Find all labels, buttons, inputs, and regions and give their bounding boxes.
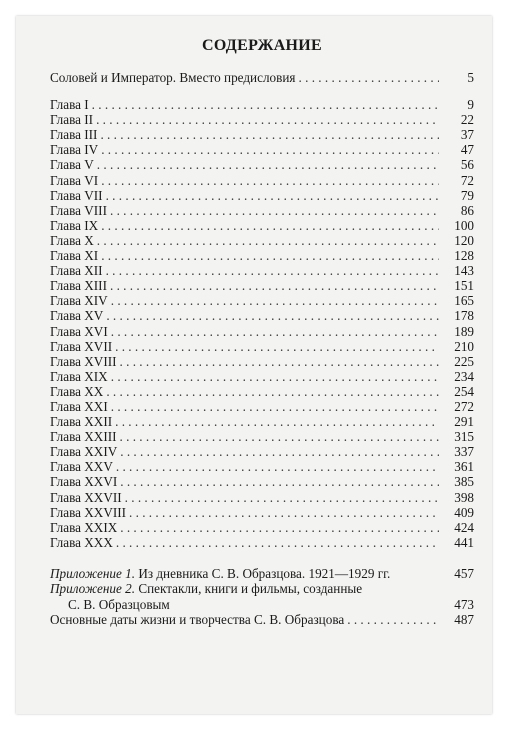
toc-entry-dates <box>50 612 474 627</box>
toc-entry-page: 22 <box>460 112 474 128</box>
toc-entry-label: Глава IX <box>50 217 99 233</box>
toc-entry-label: Глава V <box>50 157 94 173</box>
toc-entry-chapter <box>50 444 474 459</box>
leader-dots <box>106 384 439 399</box>
table-of-contents <box>50 36 474 628</box>
chapter-list <box>50 97 474 550</box>
leader-dots <box>120 444 439 459</box>
toc-entry-label: Глава X <box>50 232 94 248</box>
toc-entry-chapter <box>50 188 474 203</box>
leader-dots <box>101 173 439 188</box>
toc-entry-page: 56 <box>460 157 474 173</box>
leader-dots <box>111 399 439 414</box>
toc-entry-label: Глава VII <box>50 187 103 203</box>
leader-dots <box>92 97 439 112</box>
leader-dots <box>116 535 439 550</box>
appendix-1-text: Из дневника С. В. Образцова. 1921—1929 гг. <box>135 565 391 581</box>
toc-entry-chapter <box>50 535 474 550</box>
toc-entry-appendix-2-continuation <box>50 597 474 612</box>
leader-dots <box>129 505 439 520</box>
toc-entry-label: Глава XXVII <box>50 489 122 505</box>
toc-entry-chapter <box>50 263 474 278</box>
leader-dots <box>299 70 440 85</box>
leader-dots <box>115 414 439 429</box>
leader-dots <box>106 263 439 278</box>
leader-dots <box>111 293 439 308</box>
toc-entry-page: 398 <box>454 489 474 505</box>
toc-entry-page: 143 <box>454 263 474 279</box>
leader-dots <box>97 157 439 172</box>
leader-dots <box>111 369 439 384</box>
toc-entry-label: Глава IV <box>50 142 99 158</box>
toc-entry-chapter <box>50 218 474 233</box>
toc-entry-chapter <box>50 369 474 384</box>
leader-dots <box>101 248 439 263</box>
toc-entry-page: 210 <box>454 338 474 354</box>
toc-entry-page: 385 <box>454 474 474 490</box>
toc-entry-label: Глава XI <box>50 248 99 264</box>
leader-dots <box>101 142 439 157</box>
toc-entry-appendix-2 <box>50 581 474 596</box>
toc-entry-chapter <box>50 293 474 308</box>
leader-dots <box>101 218 439 233</box>
toc-entry-page: 424 <box>454 519 474 535</box>
leader-dots <box>106 308 439 323</box>
toc-entry-page: 315 <box>454 429 474 445</box>
toc-entry-page: 189 <box>454 323 474 339</box>
leader-dots <box>120 429 440 444</box>
toc-entry-label: Глава VIII <box>50 202 107 218</box>
toc-entry-page: 361 <box>454 459 474 475</box>
toc-entry-page: 37 <box>460 127 474 143</box>
toc-entry-label: Глава XXIV <box>50 444 118 460</box>
toc-entry-chapter <box>50 157 474 172</box>
appendix-2-page: 473 <box>454 596 474 612</box>
toc-entry-page: 272 <box>454 398 474 414</box>
leader-dots <box>125 490 439 505</box>
toc-entry-chapter <box>50 324 474 339</box>
toc-entry-label: Глава XXIII <box>50 429 117 445</box>
toc-entry-label: Глава XVII <box>50 338 113 354</box>
leader-dots <box>97 233 439 248</box>
toc-entry-label: Глава XXVI <box>50 474 118 490</box>
toc-entry-label: Глава XXI <box>50 398 108 414</box>
leader-dots <box>110 278 439 293</box>
toc-entry-page: 86 <box>460 202 474 218</box>
appendix-2-prefix: Приложение 2. <box>50 581 136 597</box>
toc-entry-chapter <box>50 459 474 474</box>
toc-entry-chapter <box>50 354 474 369</box>
toc-entry-chapter <box>50 233 474 248</box>
toc-entry-chapter <box>50 278 474 293</box>
toc-entry-label: Глава XXVIII <box>50 504 127 520</box>
leader-dots <box>120 520 439 535</box>
toc-entry-label: Глава VI <box>50 172 99 188</box>
toc-entry-label: Глава II <box>50 112 94 128</box>
toc-entry-page: 337 <box>454 444 474 460</box>
appendix-1-page: 457 <box>454 565 474 581</box>
appendix-2-continuation: С. В. Образцовым <box>68 596 170 612</box>
toc-entry-label: Глава XXIX <box>50 519 118 535</box>
toc-entry-chapter <box>50 203 474 218</box>
toc-entry-page: 254 <box>454 383 474 399</box>
leader-dots <box>106 188 439 203</box>
toc-entry-page: 234 <box>454 368 474 384</box>
toc-entry-label: Глава XX <box>50 383 104 399</box>
toc-entry-label: Глава XVIII <box>50 353 117 369</box>
toc-entry-label: Глава XV <box>50 308 104 324</box>
toc-entry-chapter <box>50 248 474 263</box>
toc-entry-page: 9 <box>467 97 474 113</box>
toc-entry-page: 47 <box>460 142 474 158</box>
leader-dots <box>100 127 439 142</box>
toc-entry-chapter <box>50 384 474 399</box>
toc-entry-page: 120 <box>454 232 474 248</box>
leader-dots <box>120 354 440 369</box>
toc-entry-label: Глава XIII <box>50 278 107 294</box>
toc-entry-chapter <box>50 127 474 142</box>
leader-dots <box>116 459 439 474</box>
toc-entry-label: Глава XXX <box>50 534 113 550</box>
toc-entry-chapter <box>50 399 474 414</box>
leader-dots <box>111 324 439 339</box>
toc-entry-chapter <box>50 505 474 520</box>
toc-entry-page: 165 <box>454 293 474 309</box>
appendix-section <box>50 566 474 628</box>
toc-entry-page: 487 <box>454 612 474 628</box>
toc-entry-page: 409 <box>454 504 474 520</box>
toc-entry-page: 178 <box>454 308 474 324</box>
toc-entry-page: 225 <box>454 353 474 369</box>
toc-entry-label: Глава XIX <box>50 368 108 384</box>
toc-entry-label: Соловей и Император. Вместо предисловия <box>50 70 296 85</box>
leader-dots <box>96 112 439 127</box>
toc-entry-chapter <box>50 474 474 489</box>
toc-entry-label: Глава XXV <box>50 459 113 475</box>
toc-entry-label: Глава XVI <box>50 323 108 339</box>
toc-entry-label: Глава I <box>50 97 89 113</box>
toc-entry-chapter <box>50 308 474 323</box>
toc-entry-page: 151 <box>454 278 474 294</box>
toc-entry-chapter <box>50 429 474 444</box>
toc-entry-label: Глава XXII <box>50 414 113 430</box>
toc-entry-label: Глава XII <box>50 263 103 279</box>
toc-entry-label: Глава XIV <box>50 293 108 309</box>
toc-entry-chapter <box>50 112 474 127</box>
toc-entry-label: Основные даты жизни и творчества С. В. Образцова <box>50 612 345 628</box>
toc-entry-page: 291 <box>454 414 474 430</box>
leader-dots <box>120 474 439 489</box>
leader-dots <box>347 612 439 627</box>
toc-entry-chapter <box>50 97 474 112</box>
toc-title: СОДЕРЖАНИЕ <box>201 37 323 54</box>
toc-entry-appendix-1 <box>50 566 474 581</box>
toc-entry-chapter <box>50 173 474 188</box>
toc-entry-chapter <box>50 339 474 354</box>
toc-entry-page: 100 <box>454 217 474 233</box>
appendix-2-text: Спектакли, книги и фильмы, созданные <box>135 581 363 597</box>
toc-entry-chapter <box>50 414 474 429</box>
toc-entry-page: 5 <box>467 70 474 85</box>
leader-dots <box>115 339 439 354</box>
toc-entry-chapter <box>50 142 474 157</box>
leader-dots <box>110 203 439 218</box>
toc-entry-chapter <box>50 490 474 505</box>
toc-entry-page: 128 <box>454 248 474 264</box>
toc-entry-label: Глава III <box>50 127 98 143</box>
toc-entry-intro <box>50 70 474 85</box>
toc-entry-page: 441 <box>454 534 474 550</box>
book-page <box>16 16 492 714</box>
appendix-1-prefix: Приложение 1. <box>50 565 136 581</box>
toc-entry-chapter <box>50 520 474 535</box>
toc-entry-page: 79 <box>460 187 474 203</box>
toc-entry-page: 72 <box>460 172 474 188</box>
